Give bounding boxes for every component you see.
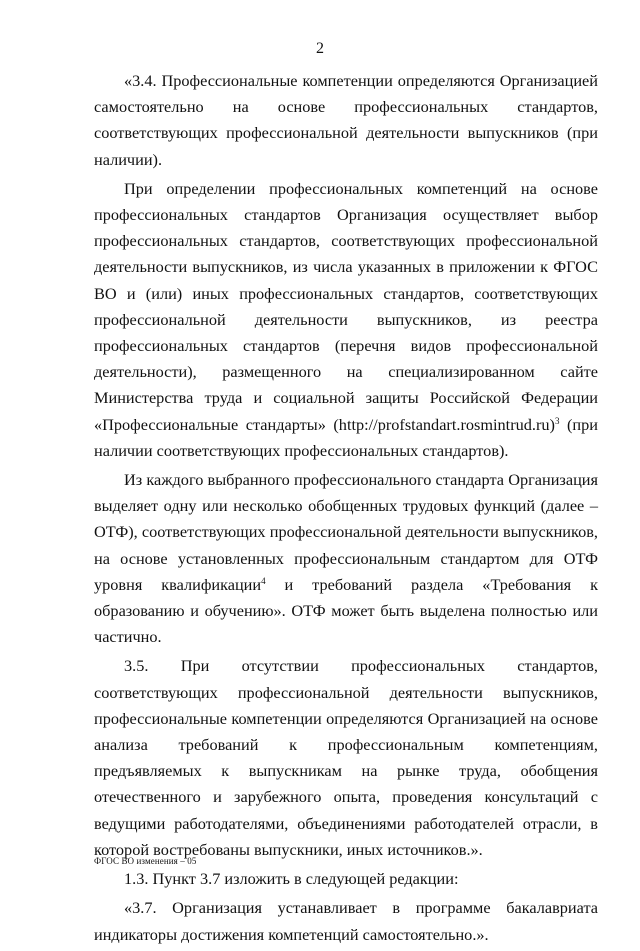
- document-body: [94, 68, 598, 951]
- paragraph-text: «3.7. Организация устанавливает в программе бакалавриата индикаторы достижения компетенций самостоятельно.».: [94, 898, 598, 944]
- paragraph-text: 1.3. Пункт 3.7 изложить в следующей редакции:: [124, 869, 459, 889]
- paragraph-text: «3.4. Профессиональные компетенции определяются Организацией самостоятельно на основе профессиональных стандартов, соответствующих профессиональной деятельности выпускников (при наличии).: [94, 71, 598, 169]
- paragraph-standards-selection: [94, 176, 598, 464]
- paragraph-otf: [94, 467, 598, 650]
- paragraph-text: Из каждого выбранного профессионального стандарта Организация выделяет одну или несколько обобщенных трудовых функций (далее – ОТФ), соответствующих профессиональной деятельности выпускников, на основе установленных профессиональным стандартом для ОТФ уровня квалификации: [94, 470, 598, 594]
- footnote-marker: 3: [554, 415, 560, 426]
- footnote-marker: 4: [261, 575, 266, 586]
- paragraph-text-tail: и требований раздела «Требования к образованию и обучению». ОТФ может быть выделена полностью или частично.: [94, 574, 598, 647]
- paragraph-text: При определении профессиональных компетенций на основе профессиональных стандартов Организация осуществляет выбор профессиональных стандартов, соответствующих профессиональной деятельности выпускников, из числа указанных в приложении к ФГОС ВО и (или) иных профессиональных стандартов, соответствующих профессиональной деятельности выпускников, из реестра профессиональных стандартов (перечня видов профессиональной деятельности), размещенного на специализированном сайте Министерства труда и социальной защиты Российской Федерации «Профессиональные стандарты» (http://profstandart.rosmintrud.ru): [94, 178, 598, 434]
- paragraph-3-7: [94, 895, 598, 947]
- paragraph-3-5: [94, 653, 598, 863]
- page-number: 2: [316, 40, 324, 57]
- page-footer: ФГОС ВО изменения – 05: [94, 856, 197, 866]
- paragraph-3-4: [94, 68, 598, 173]
- paragraph-1-3: [94, 866, 598, 892]
- paragraph-text-tail: (при наличии соответствующих профессиональных стандартов).: [94, 414, 598, 460]
- paragraph-text: 3.5. При отсутствии профессиональных стандартов, соответствующих профессиональной деятельности выпускников, профессиональные компетенции определяются Организацией на основе анализа требований к профессиональным компетенциям, предъявляемых к выпускникам на рынке труда, обобщения отечественного и зарубежного опыта, проведения консультаций с ведущими работодателями, объединениями работодателей отрасли, в которой востребованы выпускники, иных источников.».: [94, 656, 598, 859]
